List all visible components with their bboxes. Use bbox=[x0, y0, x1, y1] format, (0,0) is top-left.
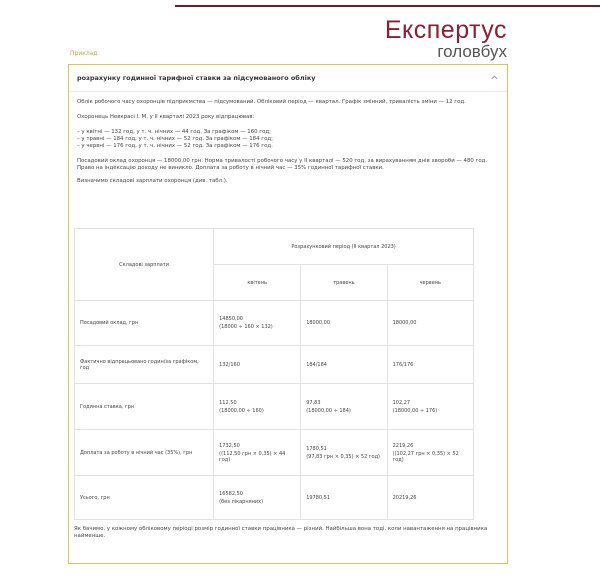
table-cell: 97,83 (18000,00 ÷ 184) bbox=[301, 384, 387, 430]
table-cell: 102,27 (18000,00 ÷ 176) bbox=[387, 384, 473, 430]
conclusion-paragraph: Як бачимо, у кожному обліковому періоді розмір годинної ставки працівника — різний. Найбільша вона тоді, коли навантаження на працівника найменше. bbox=[74, 526, 488, 539]
card-body bbox=[77, 99, 497, 185]
table-cell: 16582,50 (без лікарняних) bbox=[214, 476, 301, 520]
bullet-item: – у квітні — 132 год, у т. ч. нічних — 44 год. За графіком — 160 год; bbox=[77, 129, 271, 135]
table-intro-paragraph: Визначимо складові зарплати охоронця (див. табл.). bbox=[77, 178, 228, 184]
table-row bbox=[75, 346, 474, 384]
table-cell: 18000,00 bbox=[301, 301, 387, 346]
intro-paragraph-2: Охоронець Невкрасі І. М. у ІІ кварталі 2023 року відпрацював: bbox=[77, 114, 255, 120]
table-cell: 132/160 bbox=[214, 346, 301, 384]
table-period-header: Розрахунковий період (II квартал 2023) bbox=[214, 229, 474, 265]
row-label: Годинна ставка, грн bbox=[75, 384, 214, 430]
table-row bbox=[75, 301, 474, 346]
table-cell: 18000,00 bbox=[387, 301, 473, 346]
table-cell: 2219,26 ((102,27 грн × 0,35) × 52 год) bbox=[387, 430, 473, 476]
table-cell: 112,50 (18000,00 ÷ 160) bbox=[214, 384, 301, 430]
row-label: Фактично відпрацьовано годин/за графіком, год bbox=[75, 346, 214, 384]
row-label: Посадовий оклад, грн bbox=[75, 301, 214, 346]
card-title: розрахунку годинної тарифної ставки за підсумованого обліку bbox=[77, 74, 316, 82]
site-logo[interactable] bbox=[385, 17, 507, 61]
logo-sub-text: головбух bbox=[437, 42, 507, 61]
table-cell: 1780,51 (97,83 грн × 0,35) × 52 год) bbox=[301, 430, 387, 476]
table-row bbox=[75, 476, 474, 520]
table-month-header: травень bbox=[301, 265, 387, 301]
table-cell: 14850,00 (18000 ÷ 160 × 132) bbox=[214, 301, 301, 346]
intro-paragraph-1: Облік робочого часу охоронців підприємства — підсумований. Обліковий період — квартал. Графік змінний, тривалість зміни — 12 год. bbox=[77, 99, 466, 105]
bullet-item: – у червні — 176 год, у т. ч. нічних — 52 год. За графіком — 176 год. bbox=[77, 143, 273, 149]
table-cell: 20219,26 bbox=[387, 476, 473, 520]
chevron-up-icon[interactable] bbox=[490, 73, 499, 82]
bullet-item: – у травні — 184 год, у т. ч. нічних — 52 год. За графіком — 184 год; bbox=[77, 136, 273, 142]
salary-table bbox=[74, 228, 474, 520]
row-label: Усього, грн bbox=[75, 476, 214, 520]
table-month-header: квітень bbox=[214, 265, 301, 301]
example-label: Приклад bbox=[70, 50, 98, 57]
table-cell: 1732,50 ((112,50 грн × 0,35) × 44 год) bbox=[214, 430, 301, 476]
table-cell: 184/184 bbox=[301, 346, 387, 384]
conditions-paragraph: Посадовий оклад охоронця — 18000,00 грн. Норма тривалості робочого часу у ІІ кварталі — 520 год, за вирахуванням днів хвороби — 480 год. Право на індексацію доходу не виникло. Доплата за роботу в нічний час — 35% годинної тарифної ставки. bbox=[77, 158, 488, 171]
table-cell: 19780,51 bbox=[301, 476, 387, 520]
top-divider-line bbox=[175, 5, 600, 7]
table-row bbox=[75, 430, 474, 476]
table-col-header: Складові зарплати bbox=[75, 229, 214, 301]
logo-main-text: Експертус bbox=[384, 16, 507, 44]
table-cell: 176/176 bbox=[387, 346, 473, 384]
card-header[interactable] bbox=[69, 65, 507, 92]
table-row bbox=[75, 384, 474, 430]
table-month-header: червень bbox=[387, 265, 473, 301]
table-header-row bbox=[75, 229, 474, 265]
row-label: Доплата за роботу в нічний час (35%), грн bbox=[75, 430, 214, 476]
conclusion-block bbox=[74, 526, 494, 540]
